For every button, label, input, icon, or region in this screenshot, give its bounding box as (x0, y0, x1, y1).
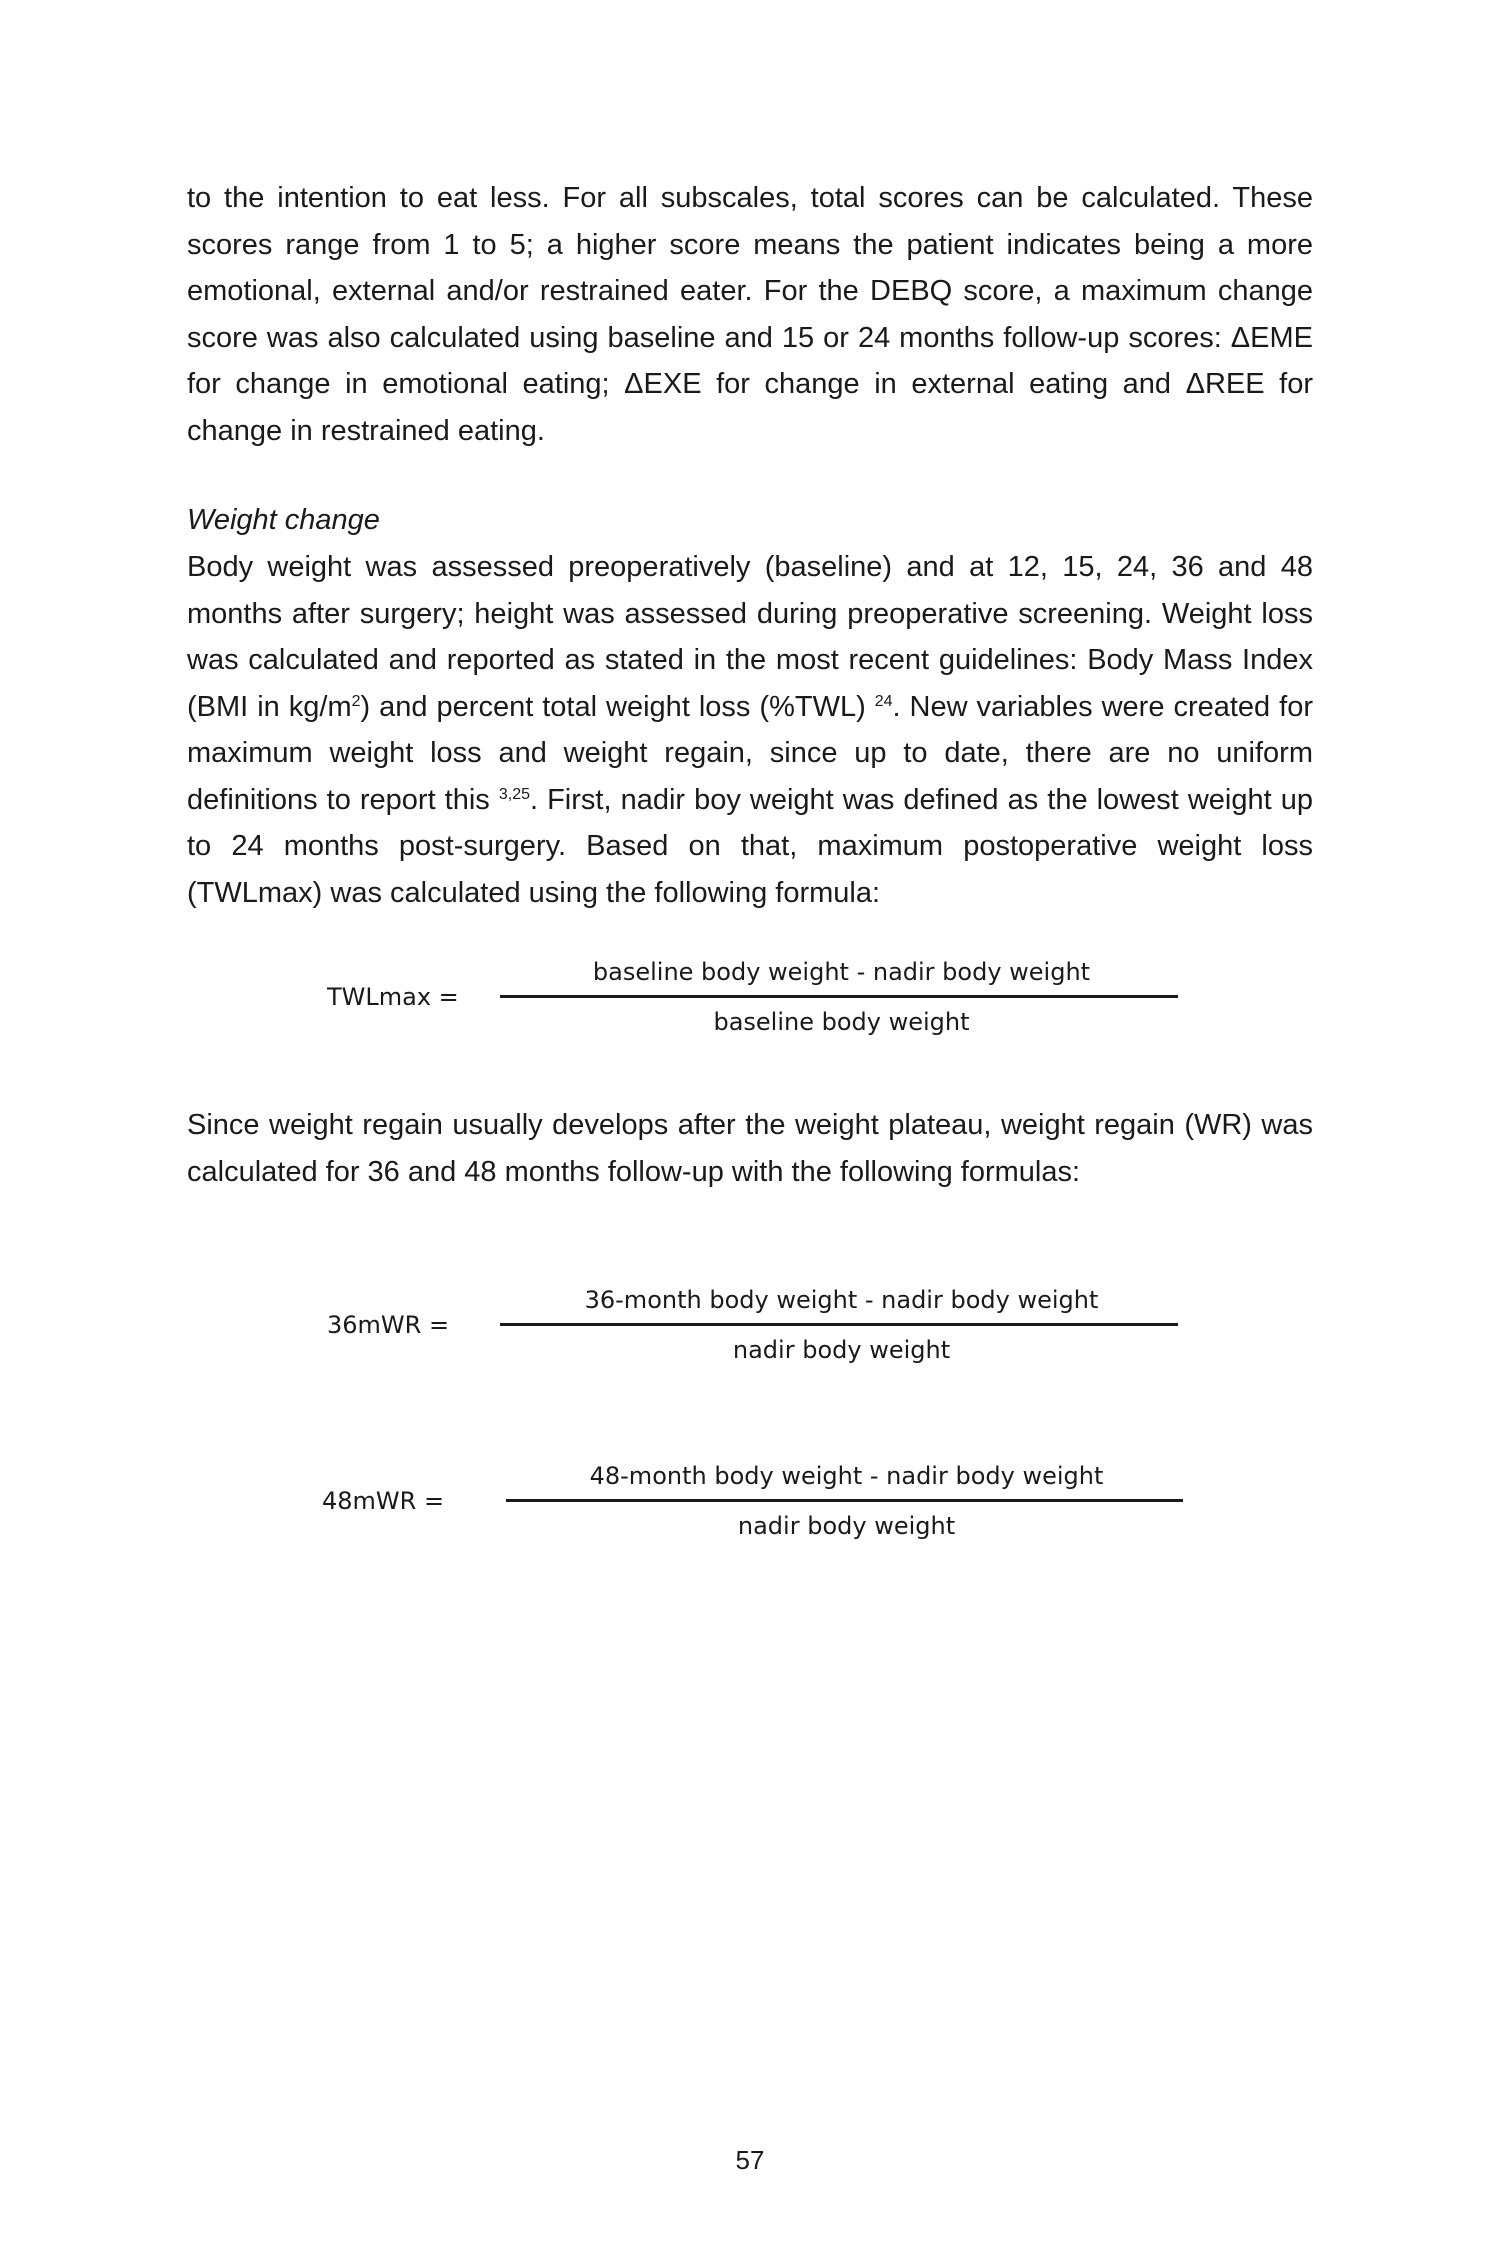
fraction-bar (500, 1323, 1178, 1326)
fraction-bar (500, 995, 1178, 998)
fraction-bar (506, 1499, 1183, 1502)
superscript-squared: 2 (351, 692, 361, 710)
paragraph-weight-regain: Since weight regain usually develops after the weight plateau, weight regain (WR) was calculated for 36 and 48 months follow-up with the following formulas: (187, 1109, 1313, 1188)
paragraph-debq-scores: to the intention to eat less. For all subscales, total scores can be calculated. These scores range from 1 to 5; a higher score means the patient indicates being a more emotional, external and/or restrained eater. For the DEBQ score, a maximum change score was also calculated using baseline and 15 or 24 months follow-up scores: ΔEME for change in emotional eating; ΔEXE for change in external eating and ΔREE for change in restrained eating. (187, 182, 1313, 447)
formula-denominator: nadir body weight (737, 1512, 956, 1540)
paragraph-text: . New variables were created for maximum weight loss and weight regain, since up to date, there are no uniform definitions to report this (187, 690, 1313, 816)
formula-numerator: 48-month body weight - nadir body weight (589, 1462, 1104, 1490)
formula-label: TWLmax = (327, 983, 459, 1011)
formula-denominator: baseline body weight (713, 1008, 970, 1036)
formula-numerator: 36-month body weight - nadir body weight (584, 1286, 1099, 1314)
paragraph-text: . First, nadir boy weight was defined as the lowest weight up to 24 months post-surgery. Based on that, maximum postoperative weight loss (TWLmax) was calculated using the following formula: (187, 783, 1313, 909)
formula-label: 48mWR = (322, 1487, 445, 1515)
paragraph-text: ) and percent total weight loss (%TWL) (360, 690, 875, 723)
citation-reference: 3,25 (498, 785, 530, 803)
page-number: 57 (735, 2145, 765, 2175)
formula-denominator: nadir body weight (732, 1336, 951, 1364)
section-heading-weight-change: Weight change (187, 504, 380, 536)
formula-label: 36mWR = (327, 1311, 450, 1339)
paragraph-text: Body weight was assessed preoperatively (baseline) and at 12, 15, 24, 36 and 48 months after surgery; height was assessed during preoperative screening. Weight loss was calculated and reported as stated in the most recent guidelines: Body Mass Index (BMI in kg/m (187, 551, 1313, 723)
citation-reference: 24 (874, 692, 893, 710)
paragraph-weight-assessment (187, 544, 1313, 916)
formula-numerator: baseline body weight - nadir body weight (592, 958, 1091, 986)
